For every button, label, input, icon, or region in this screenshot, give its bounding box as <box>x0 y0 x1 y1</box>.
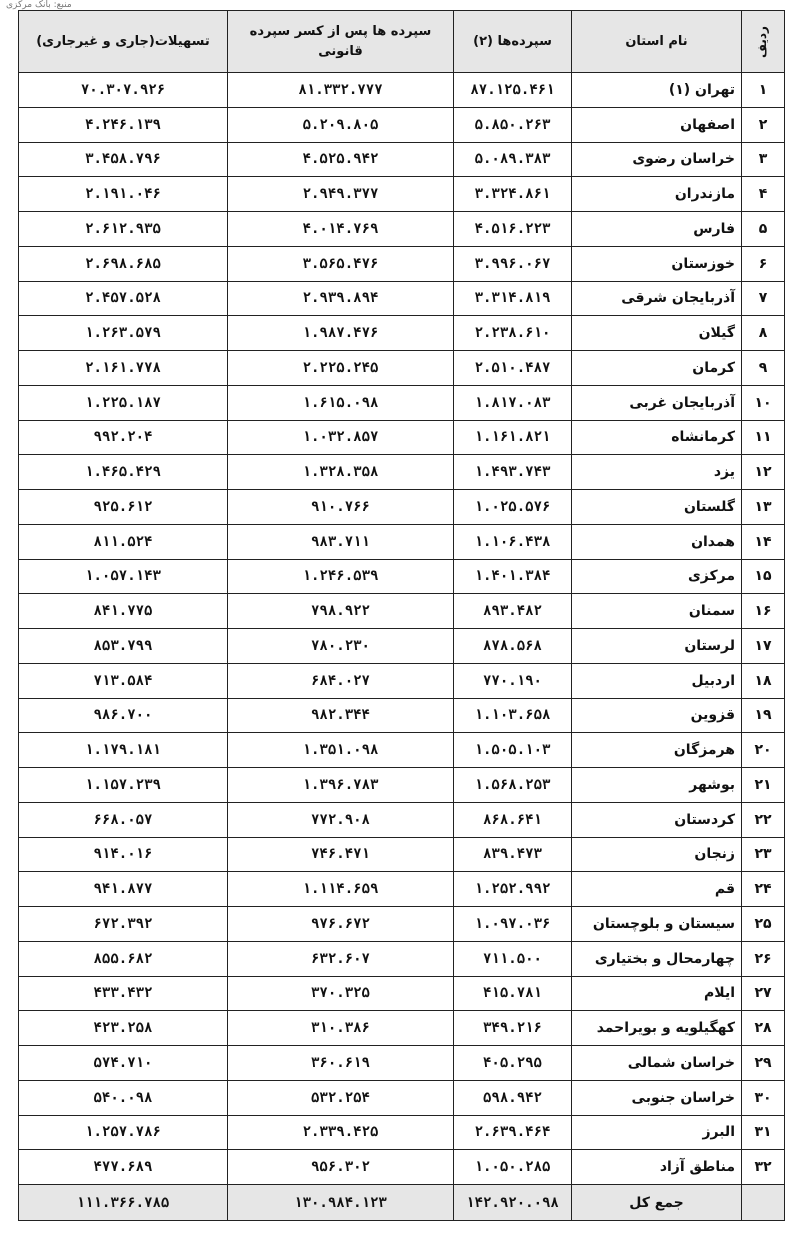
deposits-value: ۸۶۸.۶۴۱ <box>454 802 572 837</box>
deposits-net-value: ۴.۰۱۴.۷۶۹ <box>228 212 454 247</box>
deposits-value: ۸۷.۱۲۵.۴۶۱ <box>454 73 572 108</box>
table-body <box>19 73 785 1185</box>
deposits-value: ۱.۲۵۲.۹۹۲ <box>454 872 572 907</box>
deposits-net-value: ۳۱۰.۳۸۶ <box>228 1011 454 1046</box>
province-name: اصفهان <box>572 107 742 142</box>
header-rownum: ردیف <box>742 11 785 73</box>
row-number: ۳۰ <box>742 1080 785 1115</box>
row-number: ۹ <box>742 351 785 386</box>
table-row <box>19 212 785 247</box>
province-name: هرمزگان <box>572 733 742 768</box>
facilities-value: ۹۱۴.۰۱۶ <box>19 837 228 872</box>
facilities-value: ۹۹۲.۲۰۴ <box>19 420 228 455</box>
province-name: چهارمحال و بختیاری <box>572 941 742 976</box>
row-number: ۸ <box>742 316 785 351</box>
facilities-value: ۳.۴۵۸.۷۹۶ <box>19 142 228 177</box>
table-row <box>19 1150 785 1185</box>
row-number: ۶ <box>742 246 785 281</box>
table-row <box>19 490 785 525</box>
table-row <box>19 524 785 559</box>
facilities-value: ۴۲۳.۲۵۸ <box>19 1011 228 1046</box>
deposits-net-value: ۹۱۰.۷۶۶ <box>228 490 454 525</box>
province-name: خراسان شمالی <box>572 1046 742 1081</box>
province-name: مرکزی <box>572 559 742 594</box>
province-name: کرمان <box>572 351 742 386</box>
header-facilities: تسهیلات(جاری و غیرجاری) <box>19 11 228 73</box>
table-row <box>19 1080 785 1115</box>
row-number: ۱۰ <box>742 385 785 420</box>
facilities-value: ۲.۶۱۲.۹۳۵ <box>19 212 228 247</box>
province-name: مازندران <box>572 177 742 212</box>
province-name: زنجان <box>572 837 742 872</box>
facilities-value: ۲.۱۹۱.۰۴۶ <box>19 177 228 212</box>
deposits-value: ۳.۳۱۴.۸۱۹ <box>454 281 572 316</box>
facilities-value: ۱.۲۶۳.۵۷۹ <box>19 316 228 351</box>
table-row <box>19 872 785 907</box>
facilities-value: ۸۵۳.۷۹۹ <box>19 629 228 664</box>
deposits-value: ۵.۸۵۰.۲۶۳ <box>454 107 572 142</box>
deposits-net-value: ۷۸۰.۲۳۰ <box>228 629 454 664</box>
facilities-value: ۸۵۵.۶۸۲ <box>19 941 228 976</box>
deposits-value: ۲.۶۳۹.۴۶۴ <box>454 1115 572 1150</box>
table-row <box>19 733 785 768</box>
deposits-value: ۱.۴۰۱.۳۸۴ <box>454 559 572 594</box>
facilities-value: ۱.۱۵۷.۲۳۹ <box>19 768 228 803</box>
table-row <box>19 1046 785 1081</box>
deposits-net-value: ۶۳۲.۶۰۷ <box>228 941 454 976</box>
facilities-value: ۷۰.۳۰۷.۹۲۶ <box>19 73 228 108</box>
header-deposits-net: سپرده ها پس از کسر سپرده قانونی <box>228 11 454 73</box>
total-rownum-cell <box>742 1185 785 1221</box>
province-name: آذربایجان غربی <box>572 385 742 420</box>
row-number: ۳ <box>742 142 785 177</box>
deposits-net-value: ۱.۲۴۶.۵۳۹ <box>228 559 454 594</box>
deposits-net-value: ۹۸۳.۷۱۱ <box>228 524 454 559</box>
table-row <box>19 316 785 351</box>
total-facilities: ۱۱۱.۳۶۶.۷۸۵ <box>19 1185 228 1221</box>
deposits-net-value: ۱.۳۵۱.۰۹۸ <box>228 733 454 768</box>
deposits-value: ۴۰۵.۲۹۵ <box>454 1046 572 1081</box>
facilities-value: ۵۷۴.۷۱۰ <box>19 1046 228 1081</box>
deposits-net-value: ۷۴۶.۴۷۱ <box>228 837 454 872</box>
facilities-value: ۱.۰۵۷.۱۴۳ <box>19 559 228 594</box>
deposits-value: ۳.۹۹۶.۰۶۷ <box>454 246 572 281</box>
total-deposits: ۱۴۲.۹۲۰.۰۹۸ <box>454 1185 572 1221</box>
facilities-value: ۴۳۳.۴۳۲ <box>19 976 228 1011</box>
facilities-value: ۹۲۵.۶۱۲ <box>19 490 228 525</box>
table-row <box>19 941 785 976</box>
facilities-value: ۱.۲۲۵.۱۸۷ <box>19 385 228 420</box>
deposits-value: ۴۱۵.۷۸۱ <box>454 976 572 1011</box>
table-row <box>19 385 785 420</box>
row-number: ۱۳ <box>742 490 785 525</box>
table-row <box>19 976 785 1011</box>
facilities-value: ۹۴۱.۸۷۷ <box>19 872 228 907</box>
row-number: ۳۲ <box>742 1150 785 1185</box>
table-row <box>19 455 785 490</box>
facilities-value: ۱.۲۵۷.۷۸۶ <box>19 1115 228 1150</box>
deposits-value: ۴.۵۱۶.۲۲۳ <box>454 212 572 247</box>
row-number: ۱۲ <box>742 455 785 490</box>
deposits-net-value: ۸۱.۳۳۲.۷۷۷ <box>228 73 454 108</box>
deposits-net-value: ۲.۲۲۵.۲۴۵ <box>228 351 454 386</box>
province-name: خراسان جنوبی <box>572 1080 742 1115</box>
row-number: ۲۷ <box>742 976 785 1011</box>
header-province: نام استان <box>572 11 742 73</box>
province-name: خراسان رضوی <box>572 142 742 177</box>
row-number: ۲۹ <box>742 1046 785 1081</box>
total-row <box>19 1185 785 1221</box>
deposits-value: ۵۹۸.۹۴۲ <box>454 1080 572 1115</box>
row-number: ۱۹ <box>742 698 785 733</box>
table-row <box>19 698 785 733</box>
row-number: ۱۱ <box>742 420 785 455</box>
deposits-value: ۷۱۱.۵۰۰ <box>454 941 572 976</box>
province-name: تهران (۱) <box>572 73 742 108</box>
facilities-value: ۶۶۸.۰۵۷ <box>19 802 228 837</box>
row-number: ۴ <box>742 177 785 212</box>
row-number: ۱۶ <box>742 594 785 629</box>
facilities-value: ۲.۱۶۱.۷۷۸ <box>19 351 228 386</box>
province-name: قزوین <box>572 698 742 733</box>
header-deposits: سپرده‌ها (۲) <box>454 11 572 73</box>
table-row <box>19 142 785 177</box>
table-row <box>19 177 785 212</box>
province-name: قم <box>572 872 742 907</box>
deposits-value: ۱.۰۲۵.۵۷۶ <box>454 490 572 525</box>
deposits-value: ۳۴۹.۲۱۶ <box>454 1011 572 1046</box>
table-row <box>19 351 785 386</box>
deposits-net-value: ۱.۳۹۶.۷۸۳ <box>228 768 454 803</box>
deposits-net-value: ۳۶۰.۶۱۹ <box>228 1046 454 1081</box>
deposits-value: ۱.۰۹۷.۰۳۶ <box>454 907 572 942</box>
table-row <box>19 246 785 281</box>
facilities-value: ۴.۲۴۶.۱۳۹ <box>19 107 228 142</box>
deposits-net-value: ۱.۹۸۷.۴۷۶ <box>228 316 454 351</box>
province-name: همدان <box>572 524 742 559</box>
row-number: ۲ <box>742 107 785 142</box>
table-row <box>19 281 785 316</box>
row-number: ۲۰ <box>742 733 785 768</box>
facilities-value: ۶۷۲.۳۹۲ <box>19 907 228 942</box>
deposits-value: ۳.۳۲۴.۸۶۱ <box>454 177 572 212</box>
table-row <box>19 107 785 142</box>
deposits-net-value: ۱.۱۱۴.۶۵۹ <box>228 872 454 907</box>
deposits-net-value: ۱.۶۱۵.۰۹۸ <box>228 385 454 420</box>
facilities-value: ۴۷۷.۶۸۹ <box>19 1150 228 1185</box>
province-name: مناطق آزاد <box>572 1150 742 1185</box>
row-number: ۲۲ <box>742 802 785 837</box>
province-name: گلستان <box>572 490 742 525</box>
facilities-value: ۲.۴۵۷.۵۲۸ <box>19 281 228 316</box>
deposits-net-value: ۲.۹۴۹.۳۷۷ <box>228 177 454 212</box>
deposits-value: ۷۷۰.۱۹۰ <box>454 663 572 698</box>
deposits-value: ۱.۴۹۳.۷۴۳ <box>454 455 572 490</box>
row-number: ۵ <box>742 212 785 247</box>
deposits-value: ۸۳۹.۴۷۳ <box>454 837 572 872</box>
row-number: ۲۸ <box>742 1011 785 1046</box>
total-deposits-net: ۱۳۰.۹۸۴.۱۲۳ <box>228 1185 454 1221</box>
table-row <box>19 1115 785 1150</box>
total-label: جمع کل <box>572 1185 742 1221</box>
deposits-net-value: ۶۸۴.۰۲۷ <box>228 663 454 698</box>
province-name: یزد <box>572 455 742 490</box>
table-row <box>19 907 785 942</box>
deposits-net-value: ۹۸۲.۳۴۴ <box>228 698 454 733</box>
province-name: ایلام <box>572 976 742 1011</box>
row-number: ۲۵ <box>742 907 785 942</box>
province-name: آذربایجان شرقی <box>572 281 742 316</box>
province-name: فارس <box>572 212 742 247</box>
deposits-net-value: ۱.۳۲۸.۳۵۸ <box>228 455 454 490</box>
deposits-net-value: ۱.۰۳۲.۸۵۷ <box>228 420 454 455</box>
row-number: ۱۴ <box>742 524 785 559</box>
province-name: گیلان <box>572 316 742 351</box>
header-row <box>19 11 785 73</box>
province-name: اردبیل <box>572 663 742 698</box>
table-row <box>19 73 785 108</box>
province-name: کرمانشاه <box>572 420 742 455</box>
province-name: کهگیلویه و بویراحمد <box>572 1011 742 1046</box>
deposits-value: ۱.۵۶۸.۲۵۳ <box>454 768 572 803</box>
deposits-value: ۱.۸۱۷.۰۸۳ <box>454 385 572 420</box>
source-note: منبع: بانک مرکزی <box>6 0 72 10</box>
deposits-value: ۸۷۸.۵۶۸ <box>454 629 572 664</box>
table-row <box>19 837 785 872</box>
table-row <box>19 559 785 594</box>
province-name: سیستان و بلوچستان <box>572 907 742 942</box>
row-number: ۱ <box>742 73 785 108</box>
facilities-value: ۲.۶۹۸.۶۸۵ <box>19 246 228 281</box>
row-number: ۱۸ <box>742 663 785 698</box>
province-deposits-table <box>18 10 785 1221</box>
deposits-net-value: ۲.۳۳۹.۴۲۵ <box>228 1115 454 1150</box>
province-name: خوزستان <box>572 246 742 281</box>
deposits-value: ۸۹۳.۴۸۲ <box>454 594 572 629</box>
deposits-value: ۱.۰۵۰.۲۸۵ <box>454 1150 572 1185</box>
facilities-value: ۵۴۰.۰۹۸ <box>19 1080 228 1115</box>
deposits-value: ۵.۰۸۹.۳۸۳ <box>454 142 572 177</box>
deposits-net-value: ۹۷۶.۶۷۲ <box>228 907 454 942</box>
table-row <box>19 629 785 664</box>
deposits-value: ۱.۱۶۱.۸۲۱ <box>454 420 572 455</box>
table-row <box>19 768 785 803</box>
facilities-value: ۱.۴۶۵.۴۲۹ <box>19 455 228 490</box>
row-number: ۷ <box>742 281 785 316</box>
deposits-value: ۱.۱۰۶.۴۳۸ <box>454 524 572 559</box>
facilities-value: ۱.۱۷۹.۱۸۱ <box>19 733 228 768</box>
deposits-net-value: ۴.۵۲۵.۹۴۲ <box>228 142 454 177</box>
table-row <box>19 1011 785 1046</box>
row-number: ۱۵ <box>742 559 785 594</box>
deposits-net-value: ۳۷۰.۳۲۵ <box>228 976 454 1011</box>
row-number: ۳۱ <box>742 1115 785 1150</box>
row-number: ۱۷ <box>742 629 785 664</box>
facilities-value: ۸۱۱.۵۲۴ <box>19 524 228 559</box>
deposits-net-value: ۷۷۲.۹۰۸ <box>228 802 454 837</box>
table-row <box>19 594 785 629</box>
deposits-value: ۱.۱۰۳.۶۵۸ <box>454 698 572 733</box>
province-name: سمنان <box>572 594 742 629</box>
facilities-value: ۹۸۶.۷۰۰ <box>19 698 228 733</box>
facilities-value: ۸۴۱.۷۷۵ <box>19 594 228 629</box>
province-name: بوشهر <box>572 768 742 803</box>
deposits-value: ۲.۵۱۰.۴۸۷ <box>454 351 572 386</box>
province-name: کردستان <box>572 802 742 837</box>
deposits-net-value: ۷۹۸.۹۲۲ <box>228 594 454 629</box>
row-number: ۲۳ <box>742 837 785 872</box>
deposits-value: ۱.۵۰۵.۱۰۳ <box>454 733 572 768</box>
deposits-net-value: ۳.۵۶۵.۴۷۶ <box>228 246 454 281</box>
table-row <box>19 420 785 455</box>
deposits-value: ۲.۲۳۸.۶۱۰ <box>454 316 572 351</box>
table-row <box>19 802 785 837</box>
facilities-value: ۷۱۳.۵۸۴ <box>19 663 228 698</box>
province-name: البرز <box>572 1115 742 1150</box>
deposits-net-value: ۲.۹۳۹.۸۹۴ <box>228 281 454 316</box>
row-number: ۲۱ <box>742 768 785 803</box>
table-row <box>19 663 785 698</box>
deposits-net-value: ۵.۲۰۹.۸۰۵ <box>228 107 454 142</box>
row-number: ۲۴ <box>742 872 785 907</box>
deposits-net-value: ۹۵۶.۳۰۲ <box>228 1150 454 1185</box>
province-name: لرستان <box>572 629 742 664</box>
row-number: ۲۶ <box>742 941 785 976</box>
deposits-net-value: ۵۳۲.۲۵۴ <box>228 1080 454 1115</box>
